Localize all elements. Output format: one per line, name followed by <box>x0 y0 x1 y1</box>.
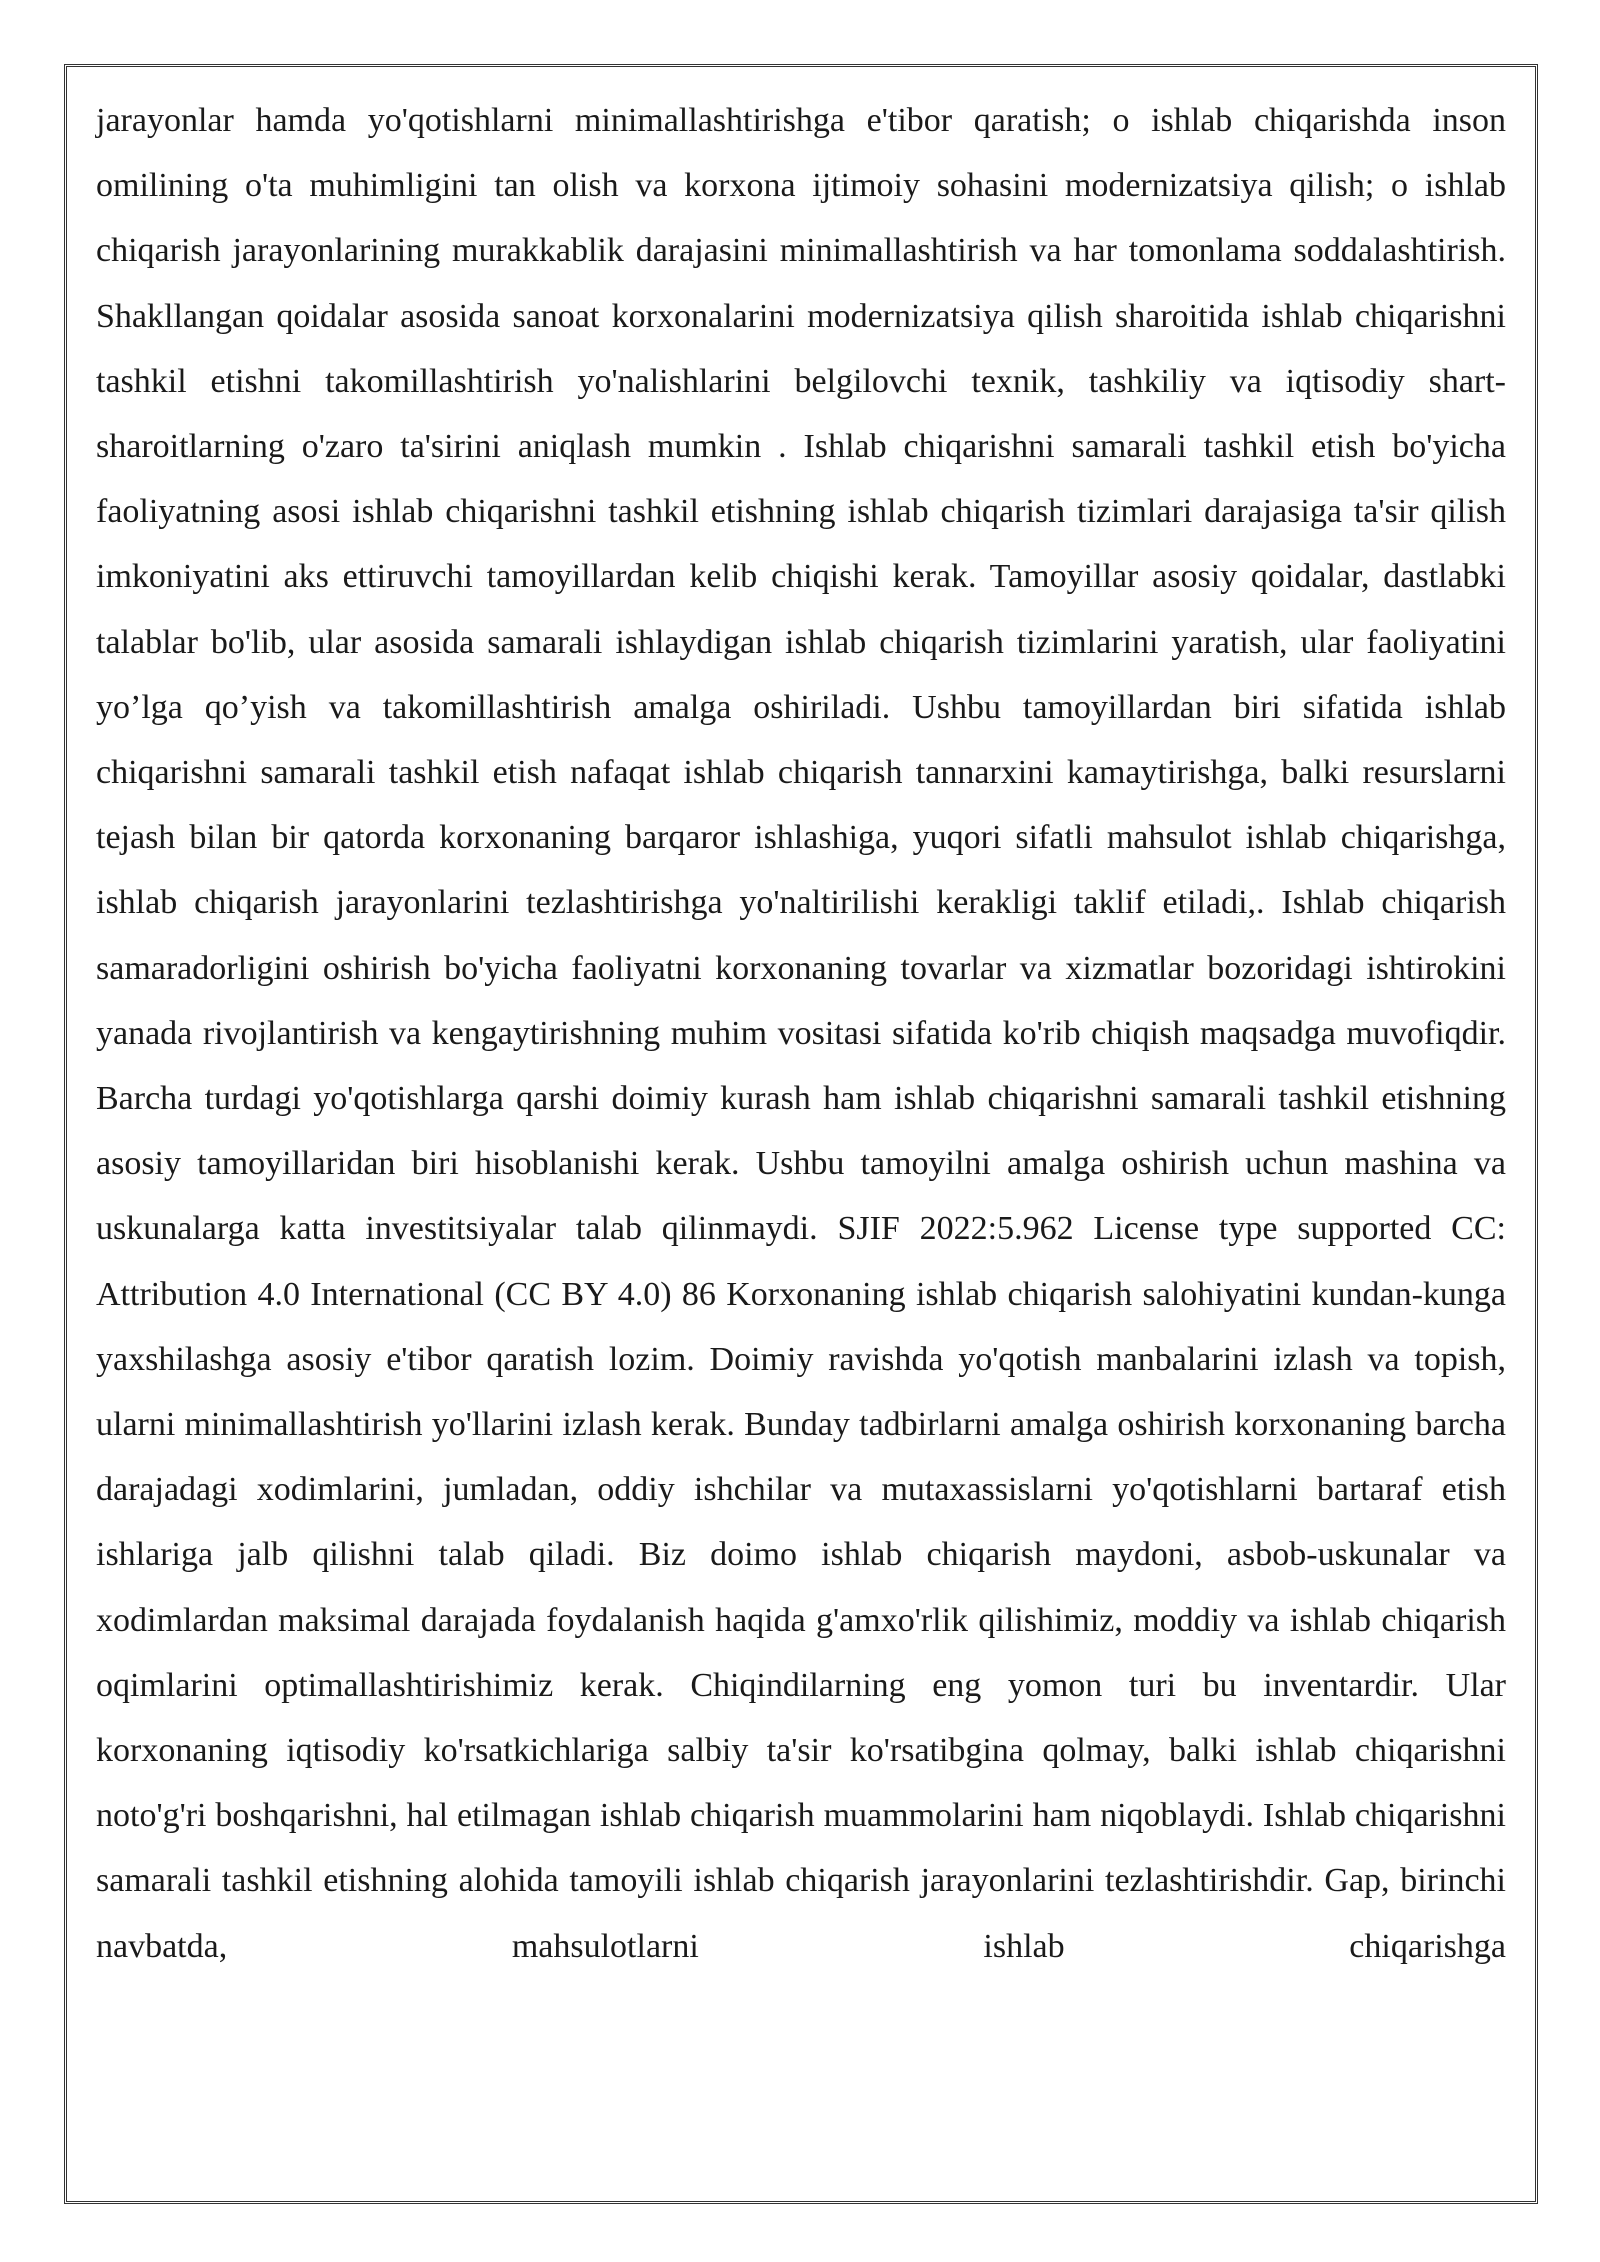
body-paragraph: jarayonlar hamda yo'qotishlarni minimallashtirishga e'tibor qaratish; o ishlab chiqarishda inson omilining o'ta muhimligini tan olish va korxona ijtimoiy sohasini modernizatsiya qilish; o ishlab chiqarish jarayonlarining murakkablik darajasini minimallashtirish va har tomonlama soddalashtirish. Shakllangan qoidalar asosida sanoat korxonalarini modernizatsiya qilish sharoitida ishlab chiqarishni tashkil etishni takomillashtirish yo'nalishlarini belgilovchi texnik, tashkiliy va iqtisodiy shart-sharoitlarning o'zaro ta'sirini aniqlash mumkin . Ishlab chiqarishni samarali tashkil etish bo'yicha faoliyatning asosi ishlab chiqarishni tashkil etishning ishlab chiqarish tizimlari darajasiga ta'sir qilish imkoniyatini aks ettiruvchi tamoyillardan kelib chiqishi kerak. Tamoyillar asosiy qoidalar, dastlabki talablar bo'lib, ular asosida samarali ishlaydigan ishlab chiqarish tizimlarini yaratish, ular faoliyatini yo’lga qo’yish va takomillashtirish amalga oshiriladi. Ushbu tamoyillardan biri sifatida ishlab chiqarishni samarali tashkil etish nafaqat ishlab chiqarish tannarxini kamaytirishga, balki resurslarni tejash bilan bir qatorda korxonaning barqaror ishlashiga, yuqori sifatli mahsulot ishlab chiqarishga, ishlab chiqarish jarayonlarini tezlashtirishga yo'naltirilishi kerakligi taklif etiladi,. Ishlab chiqarish samaradorligini oshirish bo'yicha faoliyatni korxonaning tovarlar va xizmatlar bozoridagi ishtirokini yanada rivojlantirish va kengaytirishning muhim vositasi sifatida ko'rib chiqish maqsadga muvofiqdir. Barcha turdagi yo'qotishlarga qarshi doimiy kurash ham ishlab chiqarishni samarali tashkil etishning asosiy tamoyillaridan biri hisoblanishi kerak. Ushbu tamoyilni amalga oshirish uchun mashina va uskunalarga katta investitsiyalar talab qilinmaydi. SJIF 2022:5.962 License type supported CC: Attribution 4.0 International (CC BY 4.0) 86 Korxonaning ishlab chiqarish salohiyatini kundan-kunga yaxshilashga asosiy e'tibor qaratish lozim. Doimiy ravishda yo'qotish manbalarini izlash va topish, ularni minimallashtirish yo'llarini izlash kerak. Bunday tadbirlarni amalga oshirish korxonaning barcha darajadagi xodimlarini, jumladan, oddiy ishchilar va mutaxassislarni yo'qotishlarni bartaraf etish ishlariga jalb qilishni talab qiladi. Biz doimo ishlab chiqarish maydoni, asbob-uskunalar va xodimlardan maksimal darajada foydalanish haqida g'amxo'rlik qilishimiz, moddiy va ishlab chiqarish oqimlarini optimallashtirishimiz kerak. Chiqindilarning eng yomon turi bu inventardir. Ular korxonaning iqtisodiy ko'rsatkichlariga salbiy ta'sir ko'rsatibgina qolmay, balki ishlab chiqarishni noto'g'ri boshqarishni, hal etilmagan ishlab chiqarish muammolarini ham niqoblaydi. Ishlab chiqarishni samarali tashkil etishning alohida tamoyili ishlab chiqarish jarayonlarini tezlashtirishdir. Gap, birinchi navbatda, mahsulotlarni ishlab chiqarishga <box>96 102 1506 1965</box>
